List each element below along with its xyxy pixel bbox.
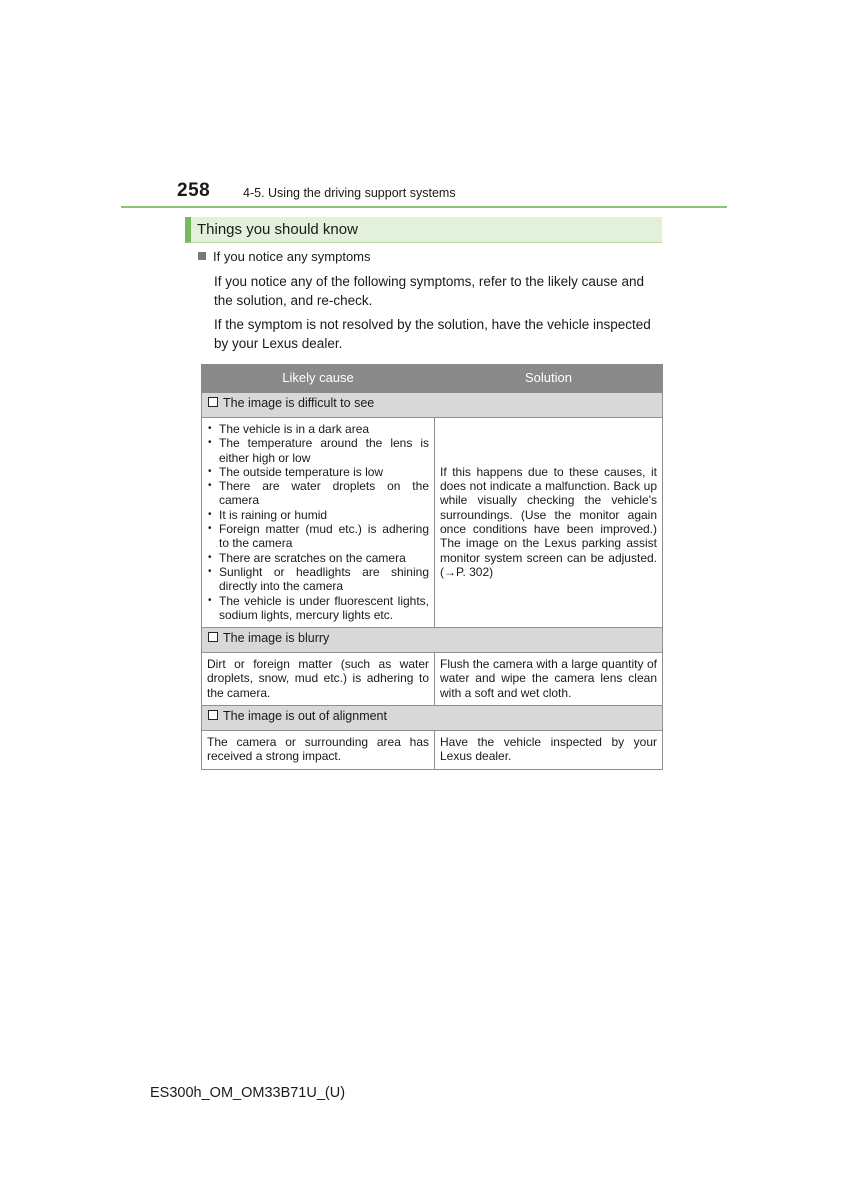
- cause-list: [207, 422, 429, 622]
- subheading: [198, 249, 371, 264]
- solution-cell: Flush the camera with a large quantity of water and wipe the camera lens clean with a soft and wet cloth.: [435, 653, 663, 706]
- page-number: 258: [177, 180, 211, 201]
- list-item: • The temperature around the lens is either high or low: [207, 436, 429, 465]
- group-title: The image is blurry: [223, 631, 330, 646]
- table-row: [202, 653, 663, 706]
- table-row: [202, 731, 663, 770]
- solution-cell: If this happens due to these causes, it does not indicate a malfunction. Back up while visually checking the vehicle's surroundings. (Use the monitor again once conditions have been improved.) The image on the Lexus parking assist monitor system screen can be adjusted. (→P. 302): [435, 418, 663, 628]
- group-title: The image is difficult to see: [223, 396, 375, 410]
- box-heading: Things you should know: [185, 217, 662, 243]
- list-item: • There are scratches on the camera: [207, 551, 429, 565]
- solution-cell: Have the vehicle inspected by your Lexus dealer.: [435, 731, 663, 770]
- list-item: • There are water droplets on the camera: [207, 479, 429, 508]
- list-item: • The vehicle is in a dark area: [207, 422, 429, 436]
- header-rule: [121, 206, 727, 208]
- column-header-solution: Solution: [435, 365, 663, 393]
- checkbox-icon: [208, 397, 218, 407]
- column-header-likely-cause: Likely cause: [202, 365, 435, 393]
- document-code: ES300h_OM_OM33B71U_(U): [150, 1085, 346, 1101]
- group-title-cell: [202, 706, 663, 731]
- list-item: • The outside temperature is low: [207, 465, 429, 479]
- group-title-cell: [202, 393, 663, 418]
- group-title: The image is out of alignment: [223, 709, 387, 724]
- paragraph: If the symptom is not resolved by the solution, have the vehicle inspected by your Lexus dealer.: [214, 317, 651, 351]
- group-row: [202, 393, 663, 418]
- paragraph: If you notice any of the following symptoms, refer to the likely cause and the solution, and re-check.: [214, 274, 644, 308]
- list-item: • Sunlight or headlights are shining directly into the camera: [207, 565, 429, 594]
- cause-cell: Dirt or foreign matter (such as water droplets, snow, mud etc.) is adhering to the camera.: [202, 653, 435, 706]
- checkbox-icon: [208, 710, 218, 720]
- list-item: • Foreign matter (mud etc.) is adhering to the camera: [207, 522, 429, 551]
- group-row: [202, 628, 663, 653]
- list-item: • It is raining or humid: [207, 508, 429, 522]
- checkbox-icon: [208, 632, 218, 642]
- subheading-text: If you notice any symptoms: [213, 249, 371, 264]
- group-row: [202, 706, 663, 731]
- section-title: 4-5. Using the driving support systems: [243, 186, 456, 200]
- symptom-table: [201, 364, 663, 770]
- group-title-cell: [202, 628, 663, 653]
- cause-cell: The camera or surrounding area has received a strong impact.: [202, 731, 435, 770]
- square-bullet-icon: [198, 252, 206, 260]
- cause-cell: [202, 418, 435, 628]
- list-item: • The vehicle is under fluorescent lights, sodium lights, mercury lights etc.: [207, 594, 429, 623]
- table-row: [202, 418, 663, 628]
- table-header-row: [202, 365, 663, 393]
